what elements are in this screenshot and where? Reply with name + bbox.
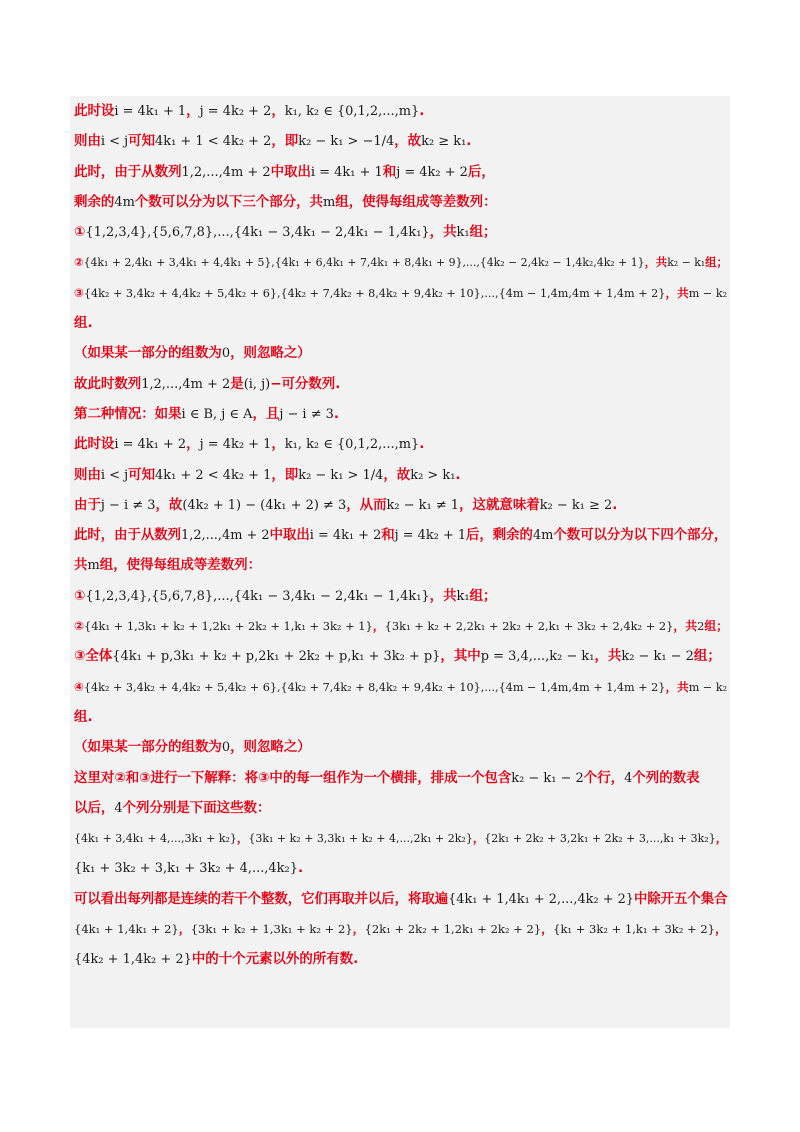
math-segment: m [323,194,336,210]
text-segment: 个列分别是下面这些数： [122,800,271,816]
text-segment: ，则忽略之） [230,740,311,756]
text-segment: ， [271,104,285,119]
text-segment: ，其中 [440,649,481,665]
math-segment: k₂ − k₁ − 2 [621,649,694,665]
math-segment: {4k₁ + 1,3k₁ + k₂ + 1,2k₁ + 2k₂ + 1,k₁ + 3k₂ + 1} [84,619,373,634]
math-segment: m [87,558,100,574]
math-segment: k₂ > k₁ [410,467,456,483]
text-segment: 组； [693,649,721,665]
math-segment: (4k₂ + 1) − (4k₁ + 2) ≠ 3 [182,497,347,513]
math-segment: {4k₁ + 1,4k₁ + 2,...,4k₂ + 2} [448,891,634,907]
text-line [74,96,730,126]
text-segment: ，共 [594,649,622,665]
text-segment: 此时，由于从数列 [74,164,182,180]
text-line [74,641,730,671]
text-line [74,763,730,793]
text-segment: 由于 [74,497,101,513]
text-line [74,520,730,550]
text-line [74,702,730,732]
math-segment: i = 4k₁ + 2 [309,528,382,544]
math-segment: i = 4k₁ + 2 [114,437,187,453]
text-segment: 组； [705,256,728,270]
text-segment: . [419,104,425,119]
text-segment: ③全体 [74,649,113,665]
text-segment: 此时设 [74,104,115,119]
text-segment: 后， [467,164,495,180]
text-segment: ，故 [155,497,183,513]
text-segment: 中的十个元素以外的所有数. [191,952,359,968]
math-segment: k₂ − k₁ ≥ 2 [539,497,613,513]
text-segment: 组； [469,225,497,241]
text-segment: ， [186,104,200,119]
text-line [74,460,730,490]
text-segment: 组. [74,709,93,725]
text-segment: ，故 [394,134,422,150]
math-segment: k₂ − k₁ − 2 [511,770,584,786]
math-segment: {3k₁ + k₂ + 3,3k₁ + k₂ + 4,...,2k₁ + 2k₂} [248,832,473,846]
text-segment: ，且 [252,406,280,422]
math-segment: {4k₁ + 3,4k₁ + 4,...,3k₁ + k₂} [74,832,237,846]
text-segment: 可知 [128,134,156,150]
text-segment: ， [352,922,365,937]
text-line [74,611,730,641]
math-segment: j = 4k₂ + 1 [394,528,467,544]
math-segment: {2k₁ + 2k₂ + 1,2k₁ + 2k₂ + 2} [364,922,542,937]
text-segment: ② [74,619,85,634]
text-segment: 可以看出每列都是连续的若干个整数，它们再取并以后，将取遍 [74,891,449,907]
text-line [74,338,730,368]
text-segment: 此时设 [74,437,115,453]
text-segment: 和 [382,164,397,180]
text-segment: ① [74,588,86,604]
text-segment: 以后， [74,800,115,816]
text-segment: ， [372,619,385,634]
text-segment: （如果某一部分的组数为 [74,740,222,756]
math-segment: {4k₂ + 1,4k₂ + 2} [74,952,192,968]
text-segment: 组； [704,619,729,634]
text-segment: 个数可以分为以下三个部分，共 [134,194,323,210]
math-segment: 0 [221,740,231,756]
math-segment: i = 4k₁ + 1 [310,164,383,180]
text-line [74,490,730,520]
text-segment: ， [472,831,485,846]
text-line [74,308,730,338]
math-segment: 4 [624,770,633,786]
math-segment: 4m [114,194,135,210]
text-line [74,550,730,580]
math-segment: 1,2,...,4m + 2 [181,164,271,180]
math-segment: {1,2,3,4},{5,6,7,8},...,{4k₁ − 3,4k₁ − 2,4k₁ − 1,4k₁} [85,225,430,241]
text-line [74,217,730,247]
text-segment: 后，剩余的 [466,528,533,544]
math-segment: k₁ [456,225,470,241]
text-segment: ， [715,922,727,937]
text-segment: ， [715,831,728,846]
math-segment: {4k₂ + 3,4k₂ + 4,4k₂ + 5,4k₂ + 6},{4k₂ + 7,4k₂ + 8,4k₂ + 9,4k₂ + 10},...,{4m − 1,4m,4m + 1,4m + 2} [83,286,666,300]
math-segment: p = 3,4,...,k₂ − k₁ [480,649,595,665]
math-segment: {2k₁ + 2k₂ + 3,2k₁ + 2k₂ + 3,...,k₁ + 3k₂} [484,832,716,846]
text-segment: 剩余的 [74,194,115,210]
text-segment: . [333,406,340,422]
math-segment: i ∈ B, j ∈ A [181,406,253,422]
text-segment: ，共 [665,285,689,300]
text-segment: 故此时数列 [74,376,142,392]
math-segment: {3k₁ + k₂ + 1,3k₁ + k₂ + 2} [190,922,353,937]
text-segment: ，这就意味着 [459,497,540,513]
math-segment: {k₁ + 3k₂ + 1,k₁ + 3k₂ + 2} [553,922,716,937]
text-segment: 第二种情况：如果 [74,406,182,422]
math-segment: {4k₂ + 3,4k₂ + 4,4k₂ + 5,4k₂ + 6},{4k₂ + 7,4k₂ + 8,4k₂ + 9,4k₂ + 10},...,{4m − 1,4m,4m + 1,4m + 2} [83,680,666,694]
math-segment: 1,2,...,4m + 2 [141,376,231,392]
math-segment: 4m [532,528,554,544]
text-segment: 是 [230,376,244,392]
math-segment: 0 [221,346,231,362]
text-segment: 个数可以分为以下四个部分， [553,528,728,544]
solution-text [74,96,730,975]
text-segment: 中取出 [269,528,310,544]
text-segment: ， [541,922,554,937]
text-line [74,914,730,944]
text-segment: 组. [74,316,93,332]
text-segment: ，即 [271,467,299,483]
math-segment: k₁, k₂ ∈ {0,1,2,...,m} [284,104,420,119]
text-segment: 中除开五个集合 [633,891,728,907]
math-segment: i < j [100,134,129,150]
math-segment: k₂ − k₁ ≠ 1 [386,497,460,513]
math-segment: j = 4k₂ + 2 [199,104,272,119]
text-segment: ，共 [673,619,698,634]
math-segment: (i, j) [243,376,271,392]
math-segment: 2 [697,619,705,634]
text-segment: 可知 [128,467,156,483]
text-segment: 中取出 [270,164,311,180]
text-segment: 组，使得每组成等差数列： [99,558,262,574]
text-line [74,126,730,156]
text-line [74,823,730,853]
text-segment: 组； [469,588,497,604]
math-segment: j = 4k₂ + 1 [199,437,272,453]
text-line [74,369,730,399]
text-line [74,581,730,611]
text-segment: 个行， [583,770,625,786]
text-line [74,793,730,823]
text-segment: ， [271,437,285,453]
text-segment: ，共 [429,588,457,604]
math-segment: i = 4k₁ + 1 [114,104,187,119]
math-segment: {4k₁ + 2,4k₁ + 3,4k₁ + 4,4k₁ + 5},{4k₁ + 6,4k₁ + 7,4k₁ + 8,4k₁ + 9},...,{4k₂ − 2,4k₂ − 1,4k₂,4k₂ + 1} [83,256,645,270]
math-segment: j − i ≠ 3 [100,497,156,513]
text-segment: ， [178,922,191,937]
math-segment: m − k₂ [688,680,728,694]
text-segment: . [297,861,304,877]
text-segment: （如果某一部分的组数为 [74,346,222,362]
math-segment: k₂ ≥ k₁ [421,134,467,150]
text-line [74,944,730,974]
math-segment: {k₁ + 3k₂ + 3,k₁ + 3k₂ + 4,...,4k₂} [74,861,298,877]
text-segment: ， [236,831,249,846]
math-segment: {4k₁ + 1,4k₁ + 2} [74,922,179,937]
text-segment: ，故 [383,467,411,483]
text-segment: . [612,497,618,513]
text-segment: ，则忽略之） [230,346,311,362]
text-segment: ，共 [429,225,457,241]
text-segment: ，即 [271,134,299,150]
text-line [74,853,730,883]
math-segment: j − i ≠ 3 [279,406,334,422]
math-segment: 4k₁ + 2 < 4k₂ + 1 [155,467,272,483]
text-line [74,732,730,762]
text-segment: 则由 [74,134,101,150]
math-segment: k₁ [456,588,470,604]
text-segment: ④ [74,679,84,694]
text-line [74,247,730,277]
math-segment: {4k₁ + p,3k₁ + k₂ + p,2k₁ + 2k₂ + p,k₁ + 3k₂ + p} [112,649,441,665]
text-line [74,157,730,187]
text-segment: . [466,134,472,150]
math-segment: {3k₁ + k₂ + 2,2k₁ + 2k₂ + 2,k₁ + 3k₂ + 2,4k₂ + 2} [384,619,674,634]
text-segment: ，共 [644,256,668,270]
text-segment: 这里对②和③进行一下解释：将③中的每一组作为一个横排，排成一个包含 [74,770,512,786]
text-line [74,399,730,429]
math-segment: k₂ − k₁ > −1/4 [298,134,395,150]
math-segment: 4 [114,800,123,816]
text-segment: ② [74,256,84,270]
math-segment: {1,2,3,4},{5,6,7,8},...,{4k₁ − 3,4k₁ − 2,4k₁ − 1,4k₁} [85,588,430,604]
text-segment: ，从而 [346,497,387,513]
math-segment: k₂ − k₁ [667,256,706,270]
text-line [74,672,730,702]
text-segment: 此时，由于从数列 [74,528,182,544]
math-segment: m − k₂ [688,286,728,300]
math-segment: j = 4k₂ + 2 [396,164,468,180]
text-segment: . [419,437,425,453]
text-segment: 和 [381,528,395,544]
text-segment: 个列的数表 [632,770,700,786]
math-segment: 1,2,...,4m + 2 [181,528,270,544]
text-segment: ① [74,225,86,241]
text-segment: 共 [74,558,88,574]
text-segment: . [455,467,461,483]
text-segment: ，共 [665,679,689,694]
text-line [74,187,730,217]
text-segment: 组，使得每组成等差数列： [335,194,497,210]
text-segment: 则由 [74,467,101,483]
text-segment: −可分数列. [270,376,341,392]
text-line [74,278,730,308]
text-line [74,429,730,459]
math-segment: k₂ − k₁ > 1/4 [298,467,384,483]
math-segment: i < j [100,467,129,483]
text-line [74,884,730,914]
text-segment: ③ [74,285,84,300]
math-segment: 4k₁ + 1 < 4k₂ + 2 [155,134,272,150]
math-segment: k₁, k₂ ∈ {0,1,2,...,m} [284,437,420,453]
text-segment: ， [186,437,200,453]
